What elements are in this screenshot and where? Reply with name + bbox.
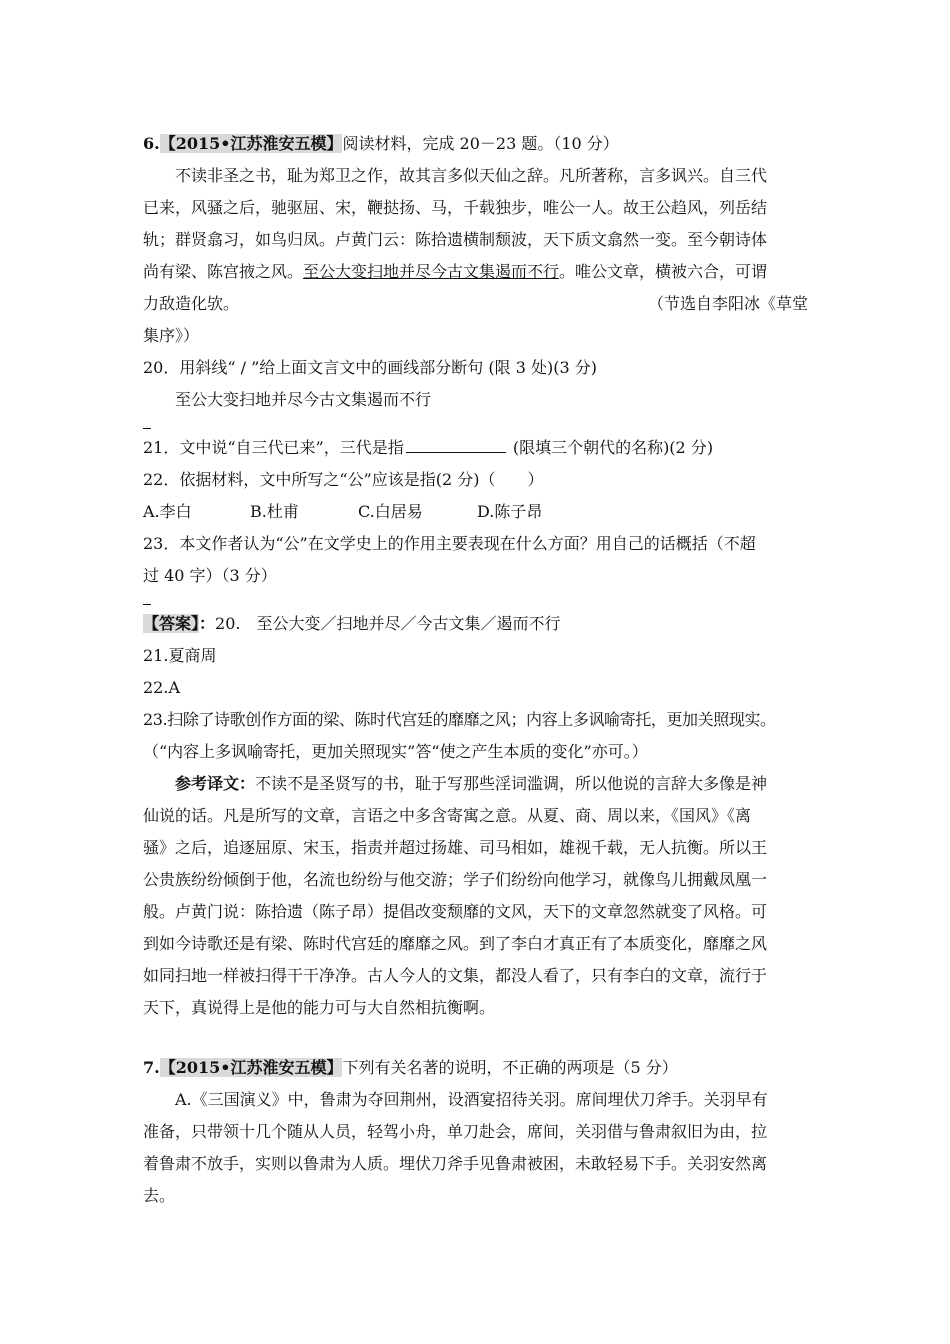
q23-answer-line (143, 604, 151, 605)
answer-23-line-2: （“内容上多讽喻寄托，更加关照现实”答“使之产生本质的变化”亦可。） (143, 742, 648, 761)
answer-tag: 【答案】 (143, 614, 200, 633)
passage-source-end: 集序》） (143, 326, 200, 345)
q22-option-a: A.李白 (143, 502, 192, 521)
q20-prompt: 20．用斜线“ / ”给上面文言文中的画线部分断句 (限 3 处)(3 分) (143, 358, 597, 377)
q6-number: 6. (143, 134, 160, 153)
translation-line-3: 骚》之后，追逐屈原、宋玉，指责并超过扬雄、司马相如，雄视千载，无人抗衡。所以王 (143, 838, 768, 857)
underlined-sentence: 至公大变扫地并尽今古文集遏而不行 (303, 262, 560, 281)
passage-line-1: 不读非圣之书，耻为郑卫之作，故其言多似天仙之辞。凡所著称，言多讽兴。自三代 (175, 166, 768, 185)
q22-option-c: C.白居易 (358, 502, 423, 521)
q23-prompt-line-2: 过 40 字）（3 分） (143, 566, 277, 585)
passage-line-5-text: 力敌造化欤。 (143, 294, 240, 313)
passage-source: （节选自李阳冰《草堂 (648, 294, 809, 313)
q7-option-a-line-3: 着鲁肃不放手，实则以鲁肃为人质。埋伏刀斧手见鲁肃被困，未敢轻易下手。关羽安然离 (143, 1154, 768, 1173)
passage-line-4 (143, 262, 813, 282)
passage-line-4-start: 尚有梁、陈宫掖之风。 (143, 262, 304, 281)
translation-line-4: 公贵族纷纷倾倒于他，名流也纷纷与他交游；学子们纷纷向他学习，就像鸟儿拥戴凤凰一 (143, 870, 768, 889)
q7-prompt: 下列有关名著的说明，不正确的两项是（5 分） (342, 1058, 678, 1077)
q6-header (143, 134, 813, 154)
q6-prompt: 阅读材料，完成 20－23 题。（10 分） (342, 134, 619, 153)
translation-text-1: 不读不是圣贤写的书，耻于写那些淫词滥调，所以他说的言辞大多像是神 (255, 774, 768, 793)
translation-line-6: 到如今诗歌还是有梁、陈时代宫廷的靡靡之风。到了李白才真正有了本质变化，靡靡之风 (143, 934, 768, 953)
translation-line-1 (175, 774, 815, 794)
q21-blank[interactable] (406, 438, 506, 453)
answer-colon: ： (199, 614, 216, 633)
answer-23-line-1: 23.扫除了诗歌创作方面的梁、陈时代宫廷的靡靡之风；内容上多讽喻寄托，更加关照现实。 (143, 710, 776, 729)
q21-text-a: 21．文中说“自三代已来”，三代是指 (143, 438, 404, 457)
q21-prompt (143, 438, 813, 458)
q21-text-b: (限填三个朝代的名称)(2 分) (507, 438, 714, 457)
q20-answer-line (143, 428, 151, 429)
q7-number: 7. (143, 1058, 160, 1077)
passage-line-3: 轨；群贤翕习，如鸟归凤。卢黄门云：陈拾遗横制颓波，天下质文翕然一变。至今朝诗体 (143, 230, 768, 249)
answer-line-20 (143, 614, 813, 634)
answer-22: 22.A (143, 678, 180, 697)
q23-prompt-line-1: 23．本文作者认为“公”在文学史上的作用主要表现在什么方面？用自己的话概括（不超 (143, 534, 756, 553)
passage-line-4-tail: 。唯公文章，横被六合，可谓 (559, 262, 768, 281)
q6-source-tag: 【2015•江苏淮安五模】 (159, 134, 343, 153)
translation-line-8: 天下，真说得上是他的能力可与大自然相抗衡啊。 (143, 998, 496, 1017)
q22-prompt: 22．依据材料，文中所写之“公”应该是指(2 分)（ ） (143, 470, 544, 489)
q7-option-a-line-4: 去。 (143, 1186, 176, 1205)
q20-sentence: 至公大变扫地并尽今古文集遏而不行 (175, 390, 432, 409)
q7-header (143, 1058, 813, 1078)
translation-line-5: 般。卢黄门说：陈拾遗（陈子昂）提倡改变颓靡的文风，天下的文章忽然就变了风格。可 (143, 902, 768, 921)
answer-20: 20. 至公大变／扫地并尽／今古文集／遏而不行 (215, 614, 561, 633)
answer-21: 21.夏商周 (143, 646, 217, 665)
q22-option-b: B.杜甫 (250, 502, 299, 521)
q7-option-a-line-1: A.《三国演义》中，鲁肃为夺回荆州，设酒宴招待关羽。席间埋伏刀斧手。关羽早有 (175, 1090, 768, 1109)
q22-option-d: D.陈子昂 (477, 502, 543, 521)
translation-line-7: 如同扫地一样被扫得干干净净。古人今人的文集，都没人看了，只有李白的文章，流行于 (143, 966, 768, 985)
translation-line-2: 仙说的话。凡是所写的文章，言语之中多含寄寓之意。从夏、商、周以来，《国风》《离 (143, 806, 752, 825)
q7-source-tag: 【2015•江苏淮安五模】 (159, 1058, 343, 1077)
q7-option-a-line-2: 准备，只带领十几个随从人员，轻驾小舟，单刀赴会，席间，关羽借与鲁肃叙旧为由，拉 (143, 1122, 768, 1141)
passage-line-5 (143, 294, 813, 314)
translation-label: 参考译文： (175, 774, 256, 793)
passage-line-2: 已来，风骚之后，驰驱屈、宋，鞭挞扬、马，千载独步，唯公一人。故王公趋风，列岳结 (143, 198, 768, 217)
